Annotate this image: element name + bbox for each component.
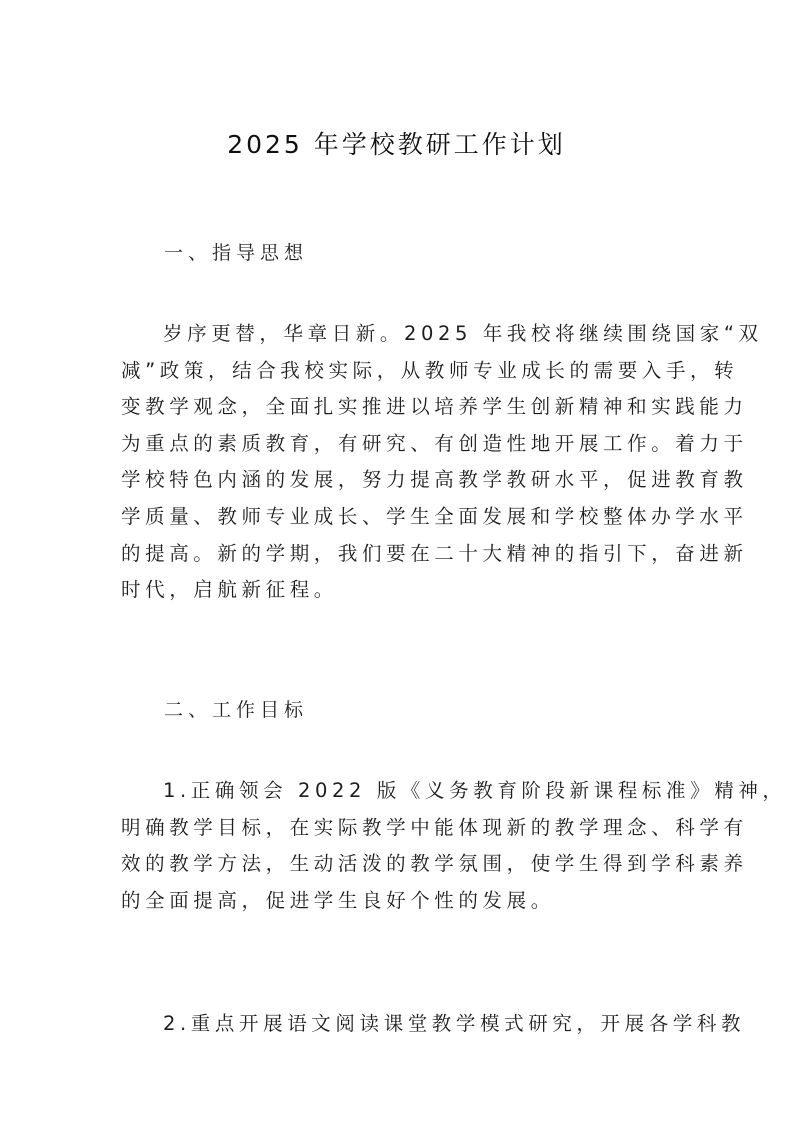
paragraph-line: 为重点的素质教育，有研究、有创造性地开展工作。着力于 bbox=[121, 431, 748, 455]
paragraph-line: 变教学观念，全面扎实推进以培养学生创新精神和实践能力 bbox=[121, 395, 748, 419]
paragraph-line: 岁序更替，华章日新。2025 年我校将继续围绕国家“双 bbox=[163, 322, 763, 345]
paragraph-line: 1.正确领会 2022 版《义务教育阶段新课程标准》精神， bbox=[163, 779, 787, 802]
paragraph-goal-1 bbox=[121, 773, 787, 919]
paragraph-line: 明确教学目标，在实际教学中能体现新的教学理念、科学有 bbox=[121, 815, 748, 839]
paragraph-line: 学质量、教师专业成长、学生全面发展和学校整体办学水平 bbox=[121, 504, 748, 528]
paragraph-goal-2 bbox=[121, 1006, 746, 1043]
paragraph-line: 时代，启航新征程。 bbox=[121, 578, 338, 602]
paragraph-line: 2.重点开展语文阅读课堂教学模式研究，开展各学科教 bbox=[163, 1012, 746, 1035]
paragraph-line: 减”政策，结合我校实际，从教师专业成长的需要入手，转 bbox=[121, 358, 739, 382]
section-heading-guiding-ideology: 一、指导思想 bbox=[164, 242, 309, 264]
section-heading-work-goals: 二、工作目标 bbox=[164, 699, 309, 721]
paragraph-line: 的提高。新的学期，我们要在二十大精神的指引下，奋进新 bbox=[121, 541, 748, 565]
paragraph-guiding-ideology bbox=[121, 316, 763, 609]
paragraph-line: 效的教学方法，生动活泼的教学氛围，使学生得到学科素养 bbox=[121, 852, 748, 876]
document-title: 2025 年学校教研工作计划 bbox=[227, 130, 566, 159]
paragraph-line: 学校特色内涵的发展，努力提高教学教研水平，促进教育教 bbox=[121, 468, 748, 492]
paragraph-line: 的全面提高，促进学生良好个性的发展。 bbox=[121, 888, 555, 912]
